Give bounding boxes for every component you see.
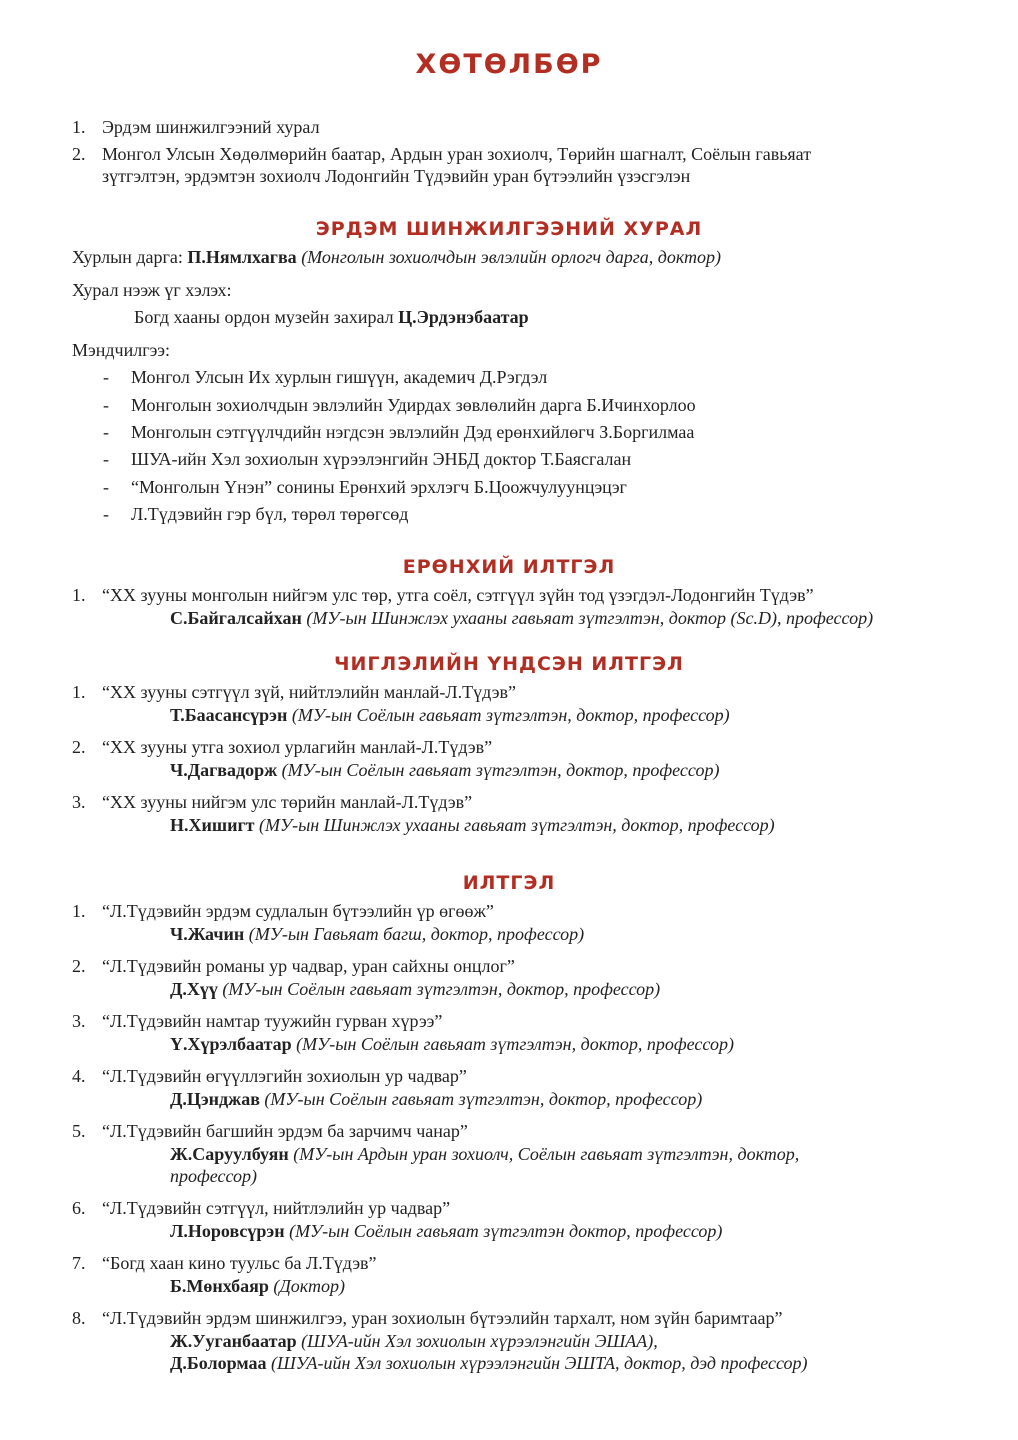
author-name: Т.Баасансүрэн [170,705,288,725]
author-name: Д.Болормаа [170,1353,267,1373]
author-role: (МУ-ын Шинжлэх ухааны гавьяат зүтгэлтэн, доктор, профессор) [258,815,775,835]
author-name: Ж.Ууганбаатар [170,1331,297,1351]
report-author-line [170,1220,722,1242]
report-title: “Л.Түдэвийн эрдэм шинжилгээ, уран зохиолын бүтээлийн тархалт, ном зүйн баримтаар” [102,1308,783,1328]
author-role: (МУ-ын Соёлын гавьяат зүтгэлтэн, доктор, профессор) [296,1034,734,1054]
program-item-text: Монгол Улсын Хөдөлмөрийн баатар, Ардын уран зохиолч, Төрийн шагналт, Соёлын гавьяат [102,144,812,164]
greeting-item: Монголын зохиолчдын эвлэлийн Удирдах зөвлөлийн дарга Б.Ичинхорлоо [131,395,696,415]
report-title: “Л.Түдэвийн багшийн эрдэм ба зарчимч чанар” [102,1121,468,1141]
author-role-continued [170,1165,257,1187]
greeting-item: “Монголын Үнэн” сонины Ерөнхий эрхлэгч Б.Цоожчулуунцэцэг [131,477,627,497]
report-number: 1. [72,901,86,921]
chair-line [72,246,721,268]
report-number: 3. [72,1011,86,1031]
program-item-text: зүтгэлтэн, эрдэмтэн зохиолч Лодонгийн Түдэвийн уран бүтээлийн үзэсгэлэн [102,166,691,186]
section-heading-reports: ИЛТГЭЛ [462,872,556,894]
author-role: (Доктор) [273,1276,345,1296]
author-name: Л.Норовсүрэн [170,1221,285,1241]
list-bullet: - [103,395,109,415]
report-author-line [170,1143,799,1165]
author-role: (ШУА-ийн Хэл зохиолын хүрээлэнгийн ЭШАА), [301,1331,658,1351]
report-title: “Л.Түдэвийн эрдэм судлалын бүтээлийн үр өгөөж” [102,901,494,921]
greeting-item: Монголын сэтгүүлчдийн нэгдсэн эвлэлийн Дэд ерөнхийлөгч З.Боргилмаа [131,422,695,442]
report-number: 3. [72,792,86,812]
opening-text: Богд хааны ордон музейн захирал [134,307,399,327]
report-title: “XX зууны сэтгүүл зүй, нийтлэлийн манлай-Л.Түдэв” [102,682,516,702]
opening-line [134,306,529,328]
report-title: “Л.Түдэвийн сэтгүүл, нийтлэлийн ур чадвар” [102,1198,451,1218]
report-number: 2. [72,956,86,976]
greetings-label: Мэндчилгээ: [72,340,171,360]
author-name: Ж.Саруулбуян [170,1144,289,1164]
report-author-line [170,704,730,726]
author-role: (МУ-ын Соёлын гавьяат зүтгэлтэн, доктор, профессор) [264,1089,703,1109]
greeting-item: Монгол Улсын Их хурлын гишүүн, академич Д.Рэгдэл [131,367,548,387]
chair-label: Хурлын дарга: [72,247,188,267]
report-number: 4. [72,1066,86,1086]
list-bullet: - [103,422,109,442]
author-role: (МУ-ын Гавьяат багш, доктор, профессор) [248,924,585,944]
program-item-text: Эрдэм шинжилгээний хурал [102,117,320,137]
page-title: ХӨТӨЛБӨР [415,49,603,80]
greeting-item: Л.Түдэвийн гэр бүл, төрөл төрөгсөд [131,504,409,524]
report-title: “XX зууны монголын нийгэм улс төр, утга соёл, сэтгүүл зүйн тод үзэгдэл-Лодонгийн Түдэв” [102,585,814,605]
author-role: профессор) [170,1166,258,1186]
report-title: “XX зууны утга зохиол урлагийн манлай-Л.Түдэв” [102,737,493,757]
author-name: Б.Мөнхбаяр [170,1276,269,1296]
report-number: 2. [72,737,86,757]
chair-name: П.Нямлхагва [187,247,297,267]
program-item-number: 1. [72,117,86,137]
list-bullet: - [103,367,109,387]
list-bullet: - [103,449,109,469]
report-author-line [170,923,584,945]
report-author-line [170,759,719,781]
author-role: (ШУА-ийн Хэл зохиолын хүрээлэнгийн ЭШТА, доктор, дэд профессор) [271,1353,808,1373]
author-role: (МУ-ын Шинжлэх ухааны гавьяат зүтгэлтэн, доктор (Sc.D), профессор) [306,608,874,628]
greeting-item: ШУА-ийн Хэл зохиолын хүрээлэнгийн ЭНБД доктор Т.Баясгалан [131,449,632,469]
author-name: Ч.Дагвадорж [170,760,278,780]
author-name: Н.Хишигт [170,815,255,835]
report-title: “Л.Түдэвийн намтар туужийн гурван хүрээ” [102,1011,443,1031]
section-heading-conference: ЭРДЭМ ШИНЖИЛГЭЭНИЙ ХУРАЛ [315,218,703,240]
report-title: “Л.Түдэвийн романы ур чадвар, уран сайхны онцлог” [102,956,515,976]
opening-label: Хурал нээж үг хэлэх: [72,280,232,300]
author-name: Д.Хүү [170,979,218,999]
report-author-line [170,814,775,836]
report-title: “Л.Түдэвийн өгүүллэгийн зохиолын ур чадвар” [102,1066,467,1086]
report-number: 1. [72,585,86,605]
report-author-line [170,978,660,1000]
author-role: (МУ-ын Ардын уран зохиолч, Соёлын гавьяат зүтгэлтэн, доктор, [293,1144,800,1164]
section-heading-general-report: ЕРӨНХИЙ ИЛТГЭЛ [402,556,616,578]
author-role: (МУ-ын Соёлын гавьяат зүтгэлтэн, доктор, профессор) [291,705,730,725]
report-number: 1. [72,682,86,702]
report-number: 5. [72,1121,86,1141]
author-name: Ч.Жачин [170,924,245,944]
list-bullet: - [103,504,109,524]
opening-name: Ц.Эрдэнэбаатар [398,307,529,327]
report-author-line [170,1033,734,1055]
author-name: Д.Цэнджав [170,1089,260,1109]
report-author-line [170,1352,808,1374]
chair-role: (Монголын зохиолчдын эвлэлийн орлогч дарга, доктор) [301,247,722,267]
report-author-line [170,1275,345,1297]
list-bullet: - [103,477,109,497]
report-title: “Богд хаан кино туульс ба Л.Түдэв” [102,1253,377,1273]
report-author-line [170,1088,702,1110]
report-author-line [170,1330,658,1352]
author-name: С.Байгалсайхан [170,608,302,628]
program-item-number: 2. [72,144,86,164]
report-number: 7. [72,1253,86,1273]
report-number: 6. [72,1198,86,1218]
report-number: 8. [72,1308,86,1328]
author-name: Ү.Хүрэлбаатар [170,1034,292,1054]
report-title: “XX зууны нийгэм улс төрийн манлай-Л.Түдэв” [102,792,473,812]
report-author-line [170,607,873,629]
section-heading-main-reports: ЧИГЛЭЛИЙН ҮНДСЭН ИЛТГЭЛ [334,653,684,675]
author-role: (МУ-ын Соёлын гавьяат зүтгэлтэн, доктор, профессор) [281,760,720,780]
author-role: (МУ-ын Соёлын гавьяат зүтгэлтэн доктор, профессор) [289,1221,723,1241]
author-role: (МУ-ын Соёлын гавьяат зүтгэлтэн, доктор, профессор) [222,979,661,999]
